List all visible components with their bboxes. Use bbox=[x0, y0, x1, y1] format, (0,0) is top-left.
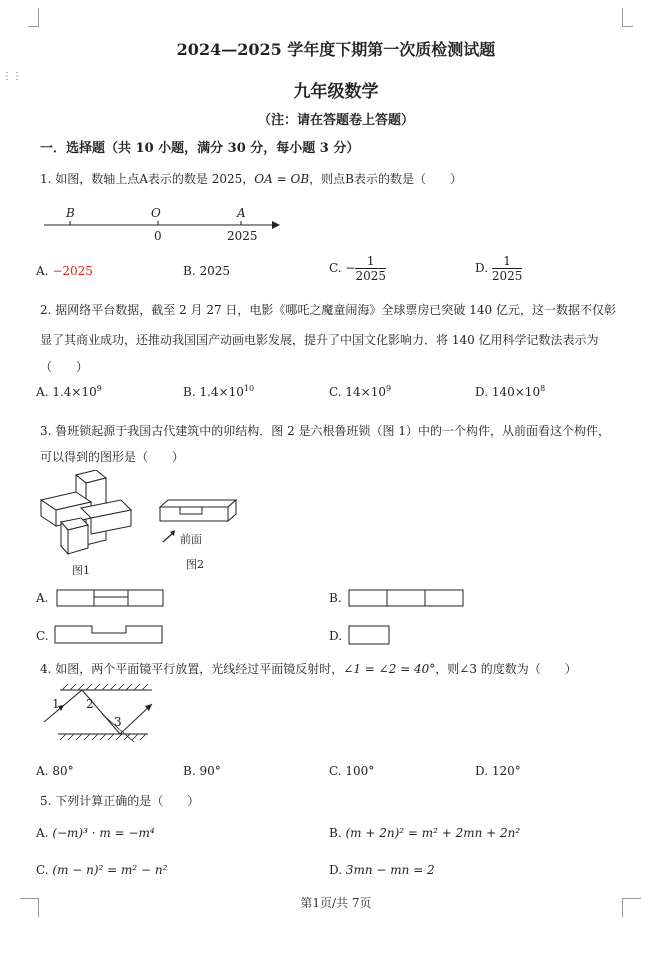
angle-3-label: 3 bbox=[114, 715, 122, 729]
q3-line-2: 可以得到的图形是（ ） bbox=[40, 450, 185, 464]
q2-option-a[interactable]: A. $1.4\times 10^9$ bbox=[36, 384, 102, 399]
section-heading: 一．选择题（共 10 小题，满分 30 分，每小题 3 分） bbox=[40, 141, 360, 156]
q4-stem-part2: ，则∠3 的度数为（ ） bbox=[435, 662, 577, 676]
q2-option-b[interactable]: B. $1.4\times 10^{10}$ bbox=[183, 384, 255, 399]
q3-option-b[interactable]: B. bbox=[329, 591, 342, 605]
question-3-stem bbox=[40, 418, 635, 470]
q5-option-c[interactable]: C. (m − n)² = m² − n² bbox=[36, 863, 168, 877]
q1-option-d[interactable]: D. $\frac{1}{2025}$ bbox=[475, 254, 523, 283]
q5-option-c-expr: (m − n)² = m² − n² bbox=[52, 863, 168, 877]
angle-2-label: 2 bbox=[86, 697, 94, 711]
exam-title: 2024—2025 学年度下期第一次质检测试题 bbox=[176, 40, 496, 59]
q5-option-a[interactable]: A. (−m)³ · m = −m⁴ bbox=[36, 826, 155, 840]
q3-option-c-shape bbox=[54, 625, 166, 647]
corner-mark-top-right bbox=[622, 8, 633, 27]
q3-option-d-shape bbox=[348, 625, 392, 647]
q3-option-d[interactable]: D. bbox=[329, 629, 343, 643]
q1-equation: OA = OB bbox=[254, 172, 310, 186]
q3-line-1: 3. 鲁班锁起源于我国古代建筑中的卯结构．图 2 是六根鲁班锁（图 1）中的一个构件，从前面看这个构件， bbox=[40, 424, 610, 438]
q4-option-a[interactable]: A. 80° bbox=[36, 764, 74, 778]
subject-title: 九年级数学 bbox=[293, 82, 379, 102]
q1-option-b-value: 2025 bbox=[199, 264, 231, 278]
q2-line-2: 显了其商业成功，还推动我国国产动画电影发展，提升了中国文化影响力．将 140 亿用科学记数法表示为 bbox=[40, 333, 599, 347]
q4-option-d[interactable]: D. 120° bbox=[475, 764, 521, 778]
q1-stem-part1: 1. 如图，数轴上点A表示的数是 2025， bbox=[40, 172, 255, 186]
q4-option-b[interactable]: B. 90° bbox=[183, 764, 221, 778]
q1-option-a[interactable]: A. −2025 bbox=[36, 264, 93, 278]
tick-zero-label: 0 bbox=[154, 229, 162, 243]
q1-option-c-fraction: $\frac{1}{2025}$ bbox=[355, 254, 387, 283]
front-arrow-icon bbox=[160, 528, 180, 544]
question-5-stem: 5. 下列计算正确的是（ ） bbox=[40, 794, 200, 808]
page-number: 第1页/共 7页 bbox=[300, 896, 372, 910]
question-2-stem bbox=[40, 295, 635, 379]
exam-note: （注：请在答题卷上答题） bbox=[257, 113, 414, 128]
q4-equation: ∠1 = ∠2 = 40° bbox=[343, 662, 436, 676]
tick-2025-label: 2025 bbox=[227, 229, 258, 243]
question-4-stem bbox=[40, 660, 635, 678]
point-b-label: B bbox=[66, 206, 75, 220]
q4-option-c[interactable]: C. 100° bbox=[329, 764, 375, 778]
q2-option-d[interactable]: D. $140\times 10^8$ bbox=[475, 384, 546, 399]
point-a-label: A bbox=[237, 206, 246, 220]
q2-option-c[interactable]: C. $14\times 10^9$ bbox=[329, 384, 392, 399]
figure-2-caption: 图2 bbox=[186, 558, 204, 571]
q3-option-a[interactable]: A. bbox=[36, 591, 49, 605]
q2-line-3: （ ） bbox=[40, 360, 89, 374]
q3-option-a-shape bbox=[56, 589, 166, 609]
question-1-stem bbox=[40, 170, 635, 188]
angle-1-label: 1 bbox=[52, 697, 60, 711]
q5-option-b[interactable]: B. (m + 2n)² = m² + 2mn + 2n² bbox=[329, 826, 521, 840]
q1-option-b[interactable]: B. 2025 bbox=[183, 264, 231, 278]
q1-option-d-fraction: $\frac{1}{2025}$ bbox=[491, 254, 523, 283]
figure-1-caption: 图1 bbox=[72, 564, 90, 577]
q5-option-b-expr: (m + 2n)² = m² + 2mn + 2n² bbox=[345, 826, 521, 840]
q4-stem-part1: 4. 如图，两个平面镜平行放置，光线经过平面镜反射时， bbox=[40, 662, 344, 676]
q2-line-1: 2. 据网络平台数据，截至 2 月 27 日，电影《哪吒之魔童闹海》全球票房已突破 140 亿元，这一数据不仅彰 bbox=[40, 303, 616, 317]
q1-option-c[interactable]: C. − $\frac{1}{2025}$ bbox=[329, 254, 387, 283]
q3-option-c[interactable]: C. bbox=[36, 629, 49, 643]
q3-option-b-shape bbox=[348, 589, 466, 609]
mirror-reflection-figure bbox=[40, 684, 160, 744]
q1-stem-part2: ，则点B表示的数是（ ） bbox=[309, 172, 462, 186]
corner-mark-top-left bbox=[28, 8, 39, 27]
drag-handle-icon[interactable]: ⋮⋮ bbox=[2, 71, 22, 82]
q5-option-d[interactable]: D. 3mn − mn = 2 bbox=[329, 863, 435, 877]
q5-option-a-expr: (−m)³ · m = −m⁴ bbox=[52, 826, 155, 840]
luban-lock-figure-1 bbox=[36, 470, 136, 560]
front-label: 前面 bbox=[180, 533, 202, 546]
q1-option-a-value: −2025 bbox=[52, 264, 93, 278]
luban-lock-figure-2 bbox=[158, 497, 240, 527]
q5-option-d-expr: 3mn − mn = 2 bbox=[345, 863, 435, 877]
point-o-label: O bbox=[151, 206, 161, 220]
